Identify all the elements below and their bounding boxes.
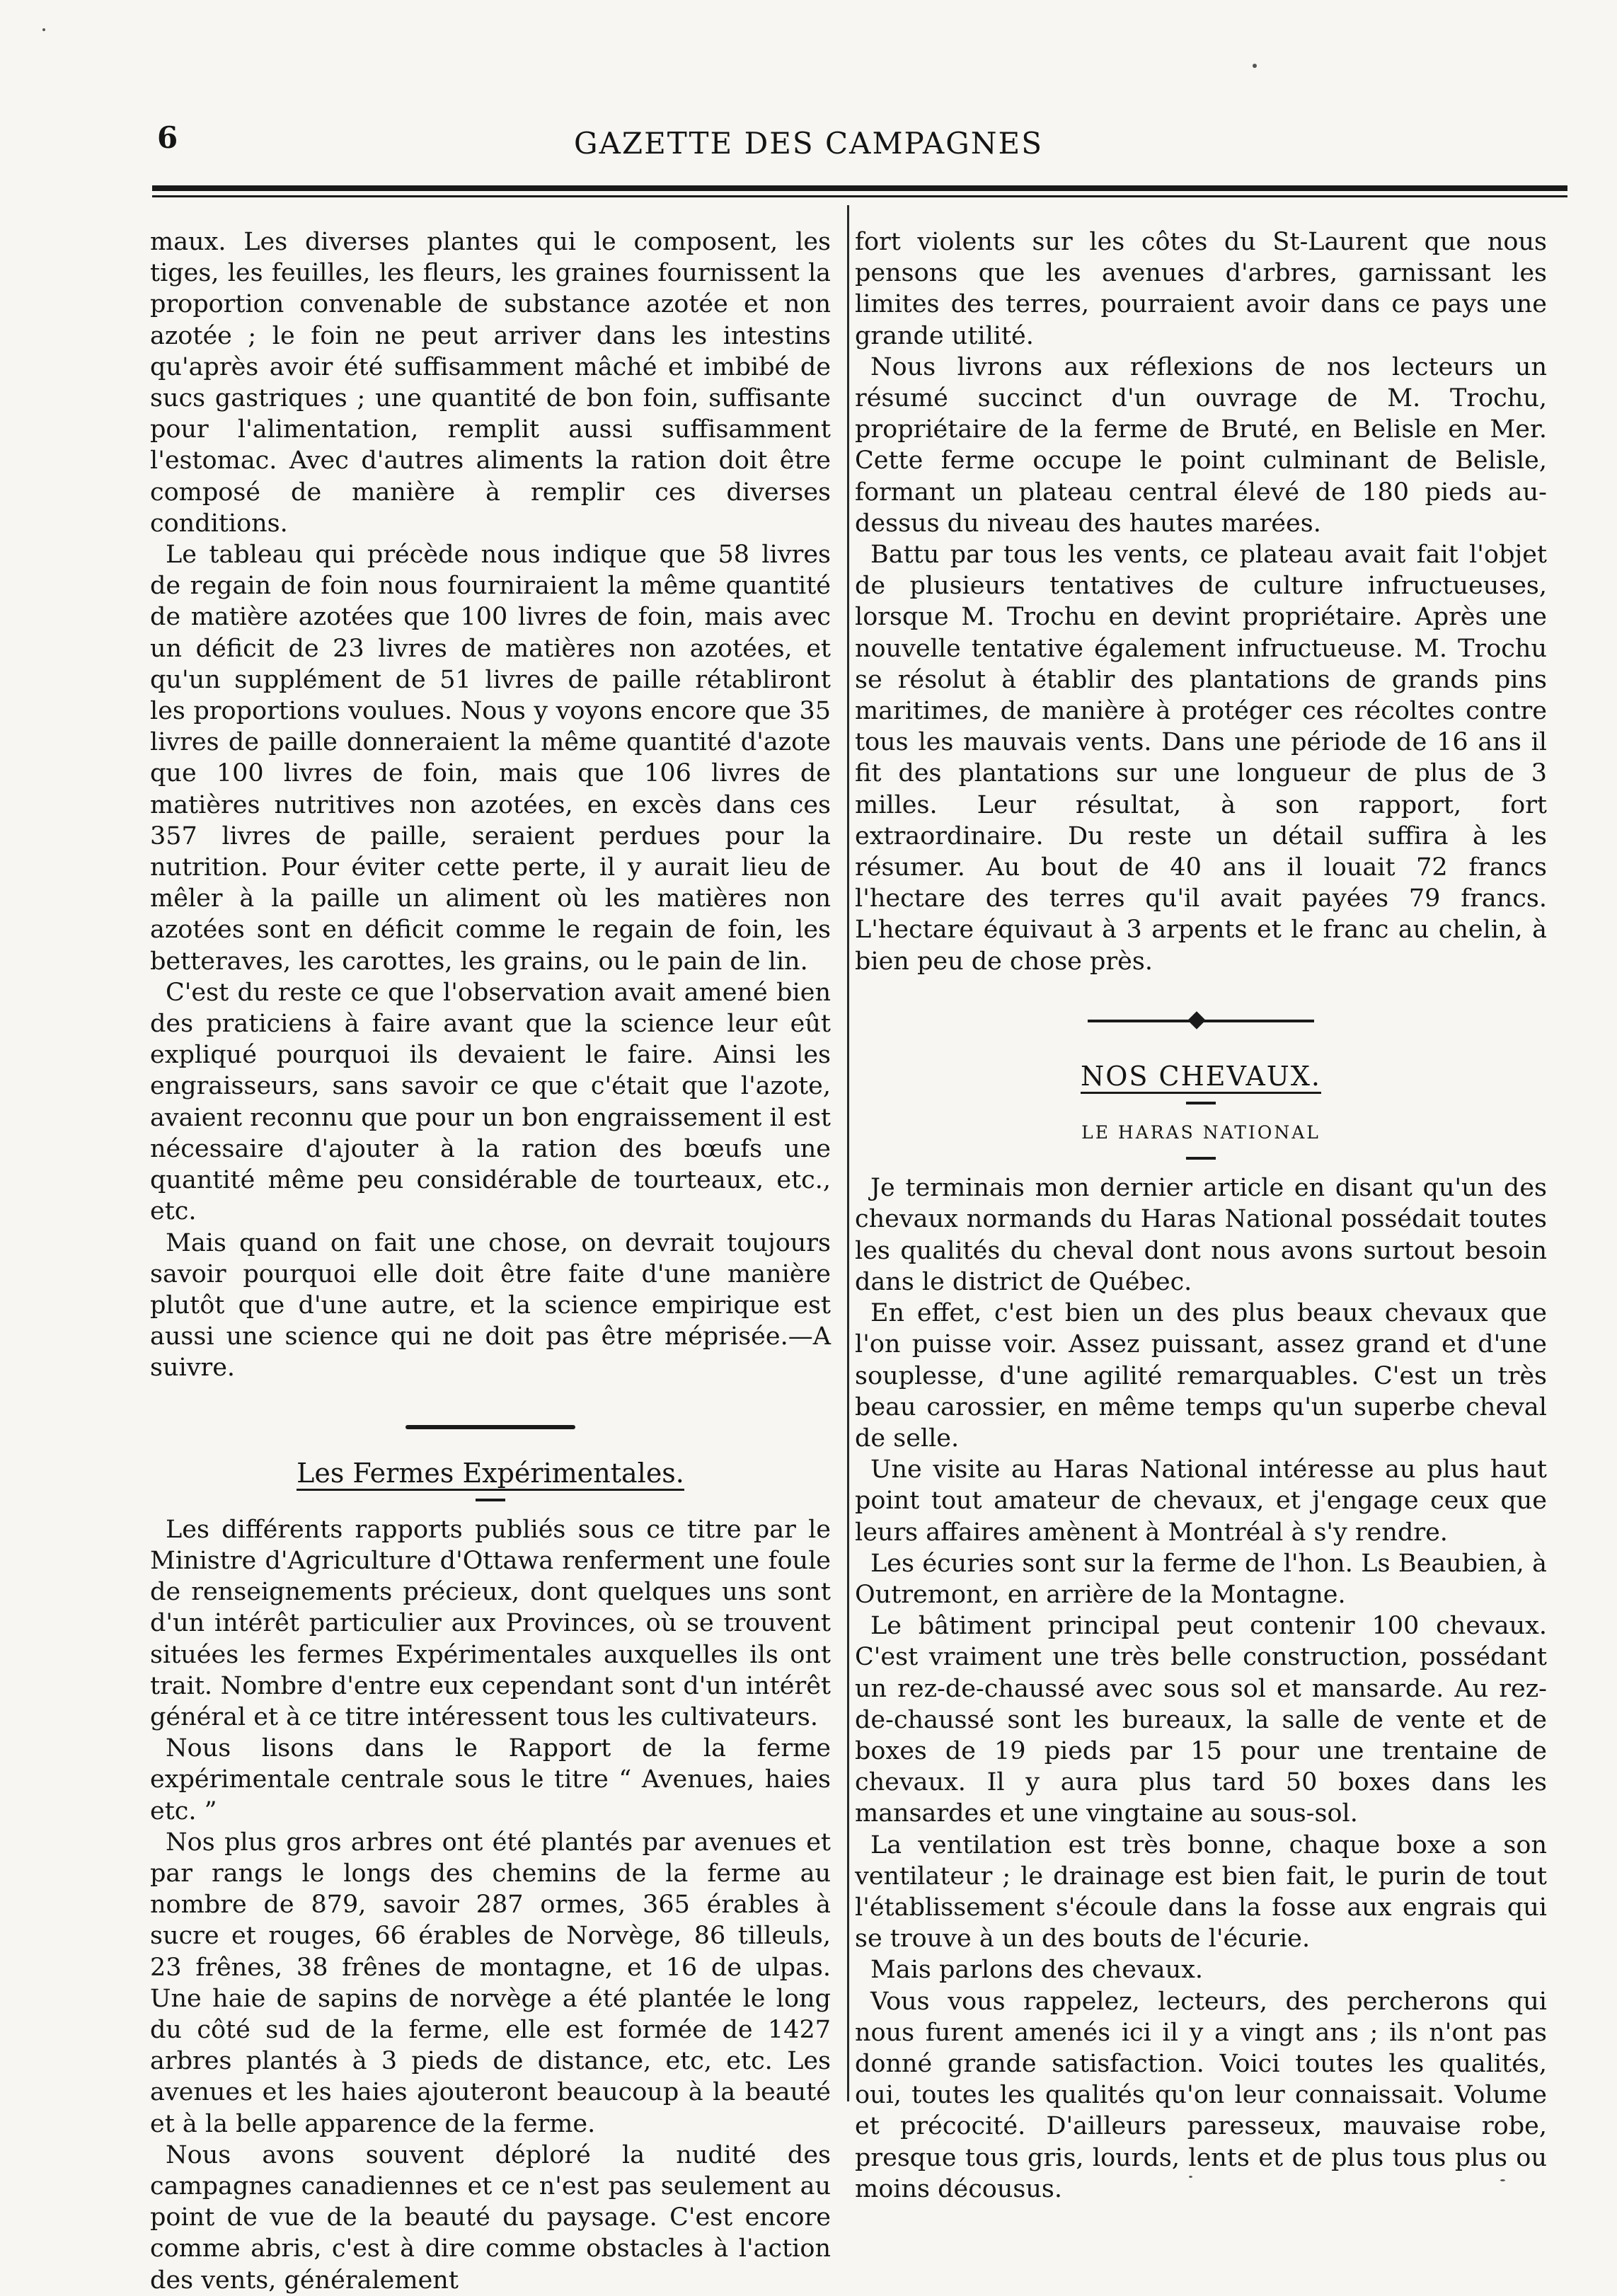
paragraph: Nous livrons aux réflexions de nos lecteurs un résumé succinct d'un ouvrage de M. Trochu, propriétaire de la ferme de Bruté, en Belisle en Mer. Cette ferme occupe le point culminant de Belisle, formant un plateau central élevé de 180 pieds au-dessus du niveau des hautes marées. [855, 352, 1547, 538]
heading-dash [1186, 1157, 1216, 1160]
paragraph: Mais quand on fait une chose, on devrait toujours savoir pourquoi elle doit être faite d'une manière plutôt que d'une autre, et la science empirique est aussi une science qui ne doit pas être méprisée.—A suivre. [150, 1228, 831, 1383]
paragraph: Mais parlons des chevaux. [870, 1956, 1203, 1985]
paragraph: Nous lisons dans le Rapport de la ferme expérimentale centrale sous le titre “ Avenues, haies etc. ” [150, 1734, 831, 1825]
right-column [855, 226, 1547, 2205]
column-divider [847, 205, 849, 2101]
paragraph: Vous vous rappelez, lecteurs, des percherons qui nous furent amenés ici il y a vingt ans ; ils n'ont pas donné grande satisfaction. Voici toutes les qualités, oui, toutes les qualités qu'on leur connaissait. Volume et précocité. D'ailleurs paresseux, mauvaise robe, presque tous gris, lourds, lents et de plus tous plus ou moins décousus. [855, 1987, 1547, 2203]
paragraph: maux. Les diverses plantes qui le composent, les tiges, les feuilles, les fleurs, les graines fournissent la proportion convenable de substance azotée et non azotée ; le foin ne peut arriver dans les intestins qu'après avoir été suffisamment mâché et imbibé de sucs gastriques ; une quantité de bon foin, suffisante pour l'alimentation, remplit aussi suffisamment l'estomac. Avec d'autres aliments la ration doit être composé de manière à remplir ces diverses conditions. [150, 228, 831, 538]
paragraph: fort violents sur les côtes du St-Laurent que nous pensons que les avenues d'arbres, garnissant les limites des terres, pourraient avoir dans ce pays une grande utilité. [855, 228, 1547, 350]
section-heading: Les Fermes Expérimentales. [150, 1458, 831, 1489]
paragraph: C'est du reste ce que l'observation avait amené bien des praticiens à faire avant que la science leur eût expliqué pourquoi ils devaient le faire. Ainsi les engraisseurs, sans savoir ce que c'était que l'azote, avaient reconnu que pour un bon engraissement il est nécessaire d'ajouter à la ration des bœufs une quantité même peu considérable de tourteaux, etc., etc. [150, 978, 831, 1226]
header-rule-thick [152, 185, 1567, 191]
paragraph: En effet, c'est bien un des plus beaux chevaux que l'on puisse voir. Assez puissant, assez grand et d'une souplesse, d'une agilité remarquables. C'est un très beau carossier, en même temps qu'un superbe cheval de selle. [855, 1299, 1547, 1453]
paragraph: Les différents rapports publiés sous ce titre par le Ministre d'Agriculture d'Ottawa renferment une foule de renseignements précieux, dont quelques uns sont d'un intérêt particulier aux Provinces, où se trouvent situées les fermes Expérimentales auxquelles ils ont trait. Nombre d'entre eux cependant sont d'un intérêt général et à ce titre intéressent tous les cultivateurs. [150, 1515, 831, 1731]
section-heading: NOS CHEVAUX. [855, 1061, 1547, 1092]
paragraph: Le bâtiment principal peut contenir 100 chevaux. C'est vraiment une très belle construction, possédant un rez-de-chaussé avec sous sol et mansarde. Au rez-de-chaussé sont les bureaux, la salle de vente et de boxes de 19 pieds par 15 pour une trentaine de chevaux. Il y aura plus tard 50 boxes dans les mansardes et une vingtaine au sous-sol. [855, 1612, 1547, 1828]
paragraph: Battu par tous les vents, ce plateau avait fait l'objet de plusieurs tentatives de culture infructueuses, lorsque M. Trochu en devint propriétaire. Après une nouvelle tentative également infructueuse. M. Trochu se résolut à établir des plantations de grands pins maritimes, de manière à protéger ces récoltes contre tous les mauvais vents. Dans une période de 16 ans il fit des plantations sur une longueur de plus de 3 milles. Leur résultat, à son rapport, fort extraordinaire. Du reste un détail suffira à les résumer. Au bout de 40 ans il louait 72 francs l'hectare des terres qu'il avait payées 79 francs. L'hectare équivaut à 3 arpents et le franc au chelin, à bien peu de chose près. [855, 541, 1547, 976]
ornament-separator [1088, 1014, 1314, 1028]
paragraph: Nous avons souvent déploré la nudité des campagnes canadiennes et ce n'est pas seulement au point de vue de la beauté du paysage. C'est encore comme abris, c'est à dire comme obstacles à l'action des vents, généralement [150, 2140, 831, 2295]
paragraph: Une visite au Haras National intéresse au plus haut point tout amateur de chevaux, et j'engage ceux que leurs affaires amènent à Montréal à s'y rendre. [855, 1455, 1547, 1547]
scan-speck [1189, 2176, 1192, 2178]
paragraph: Je terminais mon dernier article en disant qu'un des chevaux normands du Haras National possédait toutes les qualités du cheval dont nous avons surtout besoin dans le district de Québec. [855, 1174, 1547, 1296]
paragraph: Les écuries sont sur la ferme de l'hon. Ls Beaubien, à Outremont, en arrière de la Montagne. [855, 1549, 1547, 1609]
paragraph: Le tableau qui précède nous indique que 58 livres de regain de foin nous fourniraient la même quantité de matière azotées que 100 livres de foin, mais avec un déficit de 23 livres de matières non azotées, et qu'un supplément de 51 livres de paille rétabliront les proportions voulues. Nous y voyons encore que 35 livres de paille donneraient la même quantité d'azote que 100 livres de foin, mais que 106 livres de matières nutritives non azotées, en excès dans ces 357 livres de paille, seraient perdues pour la nutrition. Pour éviter cette perte, il y aurait lieu de mêler à la paille un aliment où les matières non azotées sont en déficit comme le regain de foin, les betteraves, les carottes, les grains, ou le pain de lin. [150, 541, 831, 976]
heading-dash [1186, 1102, 1216, 1104]
left-column [150, 226, 831, 2296]
header-rule-thin [152, 195, 1567, 197]
heading-dash [476, 1499, 505, 1501]
ornament-diamond [1187, 1011, 1205, 1029]
paragraph: La ventilation est très bonne, chaque boxe a son ventilateur ; le drainage est bien fait, le purin de tout l'établissement s'écoule dans la fosse aux engrais qui se trouve à un des bouts de l'écurie. [855, 1830, 1547, 1954]
section-separator [405, 1425, 575, 1429]
section-subheading: LE HARAS NATIONAL [1081, 1122, 1320, 1143]
paragraph: Nos plus gros arbres ont été plantés par avenues et par rangs le longs des chemins de la ferme au nombre de 879, savoir 287 ormes, 365 érables à sucre et rouges, 66 érables de Norvège, 86 tilleuls, 23 frênes, 38 frênes de montagne, et 16 de ulpas. Une haie de sapins de norvège a été plantée le long du côté sud de la ferme, elle est formée de 1427 arbres plantés à 3 pieds de distance, etc, etc. Les avenues et les haies ajouteront beaucoup à la beauté et à la belle apparence de la ferme. [150, 1828, 831, 2138]
page-number: 6 [157, 120, 178, 155]
scan-speck [1253, 64, 1257, 68]
running-head-title: GAZETTE DES CAMPAGNES [574, 126, 1043, 161]
scan-speck [42, 28, 45, 31]
scan-speck [1500, 2179, 1505, 2181]
